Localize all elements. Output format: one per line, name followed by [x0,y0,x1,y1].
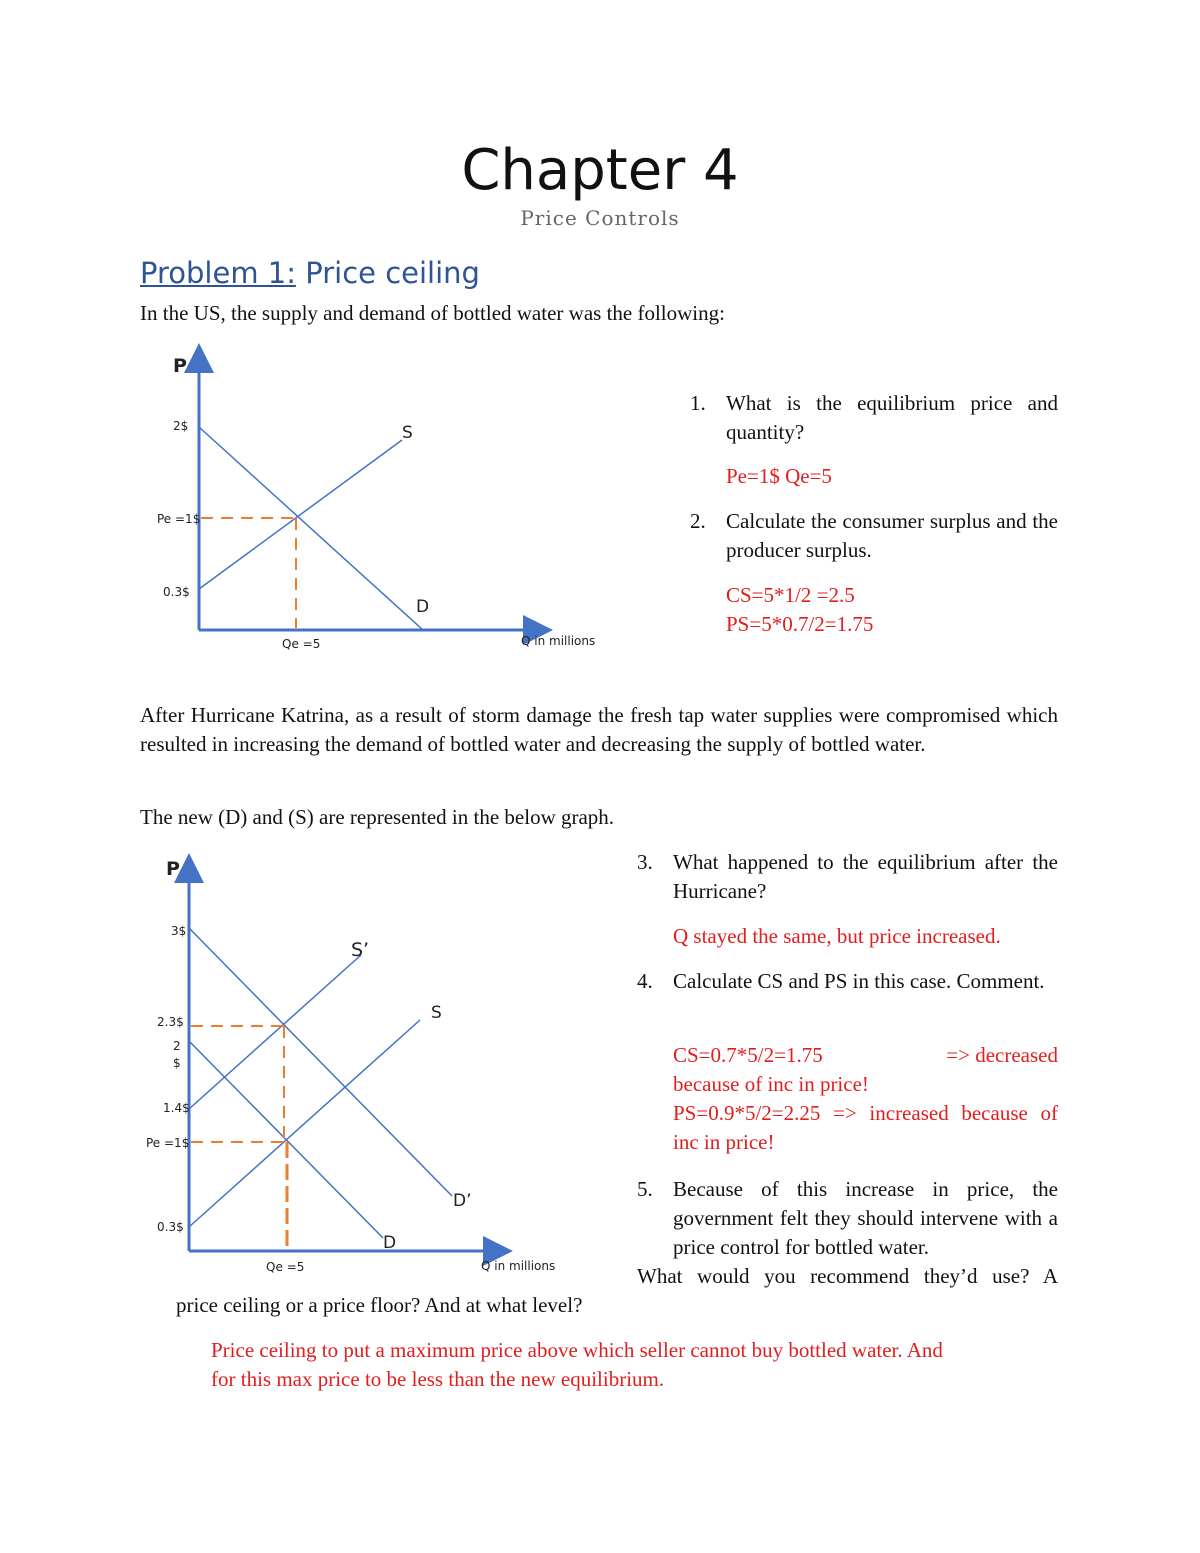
graph2-tick-3: 3$ [171,924,187,938]
graph1-demand-label: D [416,597,430,617]
question-2 [690,507,1058,567]
problem-topic: Price ceiling [296,256,480,290]
answer-4-cs: CS=0.7*5/2=1.75 [673,1043,823,1067]
question-3 [637,848,1058,908]
graph1-tick-pe: Pe =1$ [157,512,201,526]
question-2-number: 2. [690,509,706,533]
graph2-supply-prime-line [189,955,361,1109]
graph2-demand-prime-label: D’ [453,1191,472,1211]
answer-4-cs-reason: because of inc in price! [673,1072,869,1096]
graph2-supply-prime-label: S’ [351,939,370,961]
graph2-tick-pe: Pe =1$ [146,1136,190,1150]
new-graph-intro: The new (D) and (S) are represented in the below graph. [140,805,615,829]
question-5-continued-1: What would you recommend they’d use? A [637,1264,1058,1288]
problem-intro: In the US, the supply and demand of bottled water was the following: [140,301,725,325]
question-5-continued-2: price ceiling or a price floor? And at what level? [176,1293,583,1317]
answer-2-ps: PS=5*0.7/2=1.75 [726,612,874,636]
page-subtitle: Price Controls [520,206,680,230]
question-2-text: Calculate the consumer surplus and the producer surplus. [726,509,1058,562]
question-4 [637,967,1058,1027]
graph1-supply-line [199,440,402,589]
problem-label: Problem 1: [140,256,297,290]
question-4-text: Calculate CS and PS in this case. Comment. [673,969,1045,993]
graph2-tick-23: 2.3$ [157,1015,184,1029]
katrina-paragraph: After Hurricane Katrina, as a result of storm damage the fresh tap water supplies were compromised which resulted in increasing the demand of bottled water and decreasing the supply of bottled water. [140,703,1058,756]
final-answer-line-1: Price ceiling to put a maximum price above which seller cannot buy bottled water. And [211,1338,943,1362]
question-5 [637,1175,1058,1265]
answer-4-ps: PS=0.9*5/2=2.25 => increased because of inc in price! [673,1101,1058,1154]
graph2-tick-2-dollar: $ [173,1056,181,1070]
question-1 [690,389,1058,449]
graph1-q-label: Q in millions [521,634,596,648]
graph1-tick-2: 2$ [173,419,189,433]
question-1-text: What is the equilibrium price and quantity? [726,391,1058,444]
graph2-q-label: Q in millions [481,1259,556,1273]
page-title: Chapter 4 [461,138,739,203]
graph2-demand-label: D [383,1233,397,1253]
graph2-tick-2: 2 [173,1039,181,1053]
graph2-supply-line [189,1020,420,1227]
graph2-demand-prime-line [190,929,452,1196]
answer-4-cs-comment: => decreased [946,1043,1058,1067]
graph1-supply-label: S [402,423,413,443]
question-3-number: 3. [637,850,653,874]
question-5-text: Because of this increase in price, the government felt they should intervene with a price control for bottled water. [673,1177,1058,1259]
graph2-tick-03: 0.3$ [157,1220,184,1234]
graph-2 [0,840,640,1300]
answer-3: Q stayed the same, but price increased. [673,924,1001,948]
graph1-p-label: P [173,355,187,377]
graph2-p-label: P [166,858,180,880]
question-3-text: What happened to the equilibrium after the Hurricane? [673,850,1058,903]
graph1-tick-qe: Qe =5 [282,637,321,651]
graph-1 [0,0,1200,700]
graph2-tick-14: 1.4$ [163,1101,190,1115]
answer-2-cs: CS=5*1/2 =2.5 [726,583,855,607]
final-answer-line-2: for this max price to be less than the new equilibrium. [211,1367,665,1391]
answer-1: Pe=1$ Qe=5 [726,464,832,488]
question-1-number: 1. [690,391,706,415]
graph2-supply-label: S [431,1003,442,1023]
graph1-demand-line [199,427,423,630]
graph1-tick-03: 0.3$ [163,585,190,599]
question-5-number: 5. [637,1177,653,1201]
graph2-tick-qe: Qe =5 [266,1260,305,1274]
question-4-number: 4. [637,969,653,993]
